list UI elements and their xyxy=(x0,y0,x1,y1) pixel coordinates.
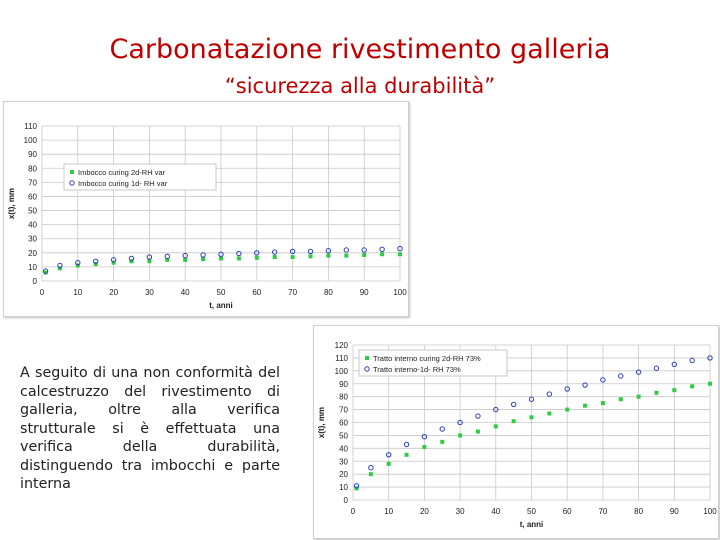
y-tick-label: 20 xyxy=(28,248,37,258)
data-point xyxy=(237,251,241,255)
x-tick-label: 70 xyxy=(288,288,298,297)
y-tick-label: 0 xyxy=(32,277,37,286)
y-tick-label: 100 xyxy=(23,136,37,146)
y-tick-label: 60 xyxy=(339,418,348,428)
y-axis-label: x(t), mm xyxy=(7,187,16,220)
x-tick-label: 90 xyxy=(669,507,679,516)
x-tick-label: 10 xyxy=(73,288,83,297)
x-tick-label: 20 xyxy=(419,507,429,516)
x-tick-label: 100 xyxy=(703,507,717,516)
data-point xyxy=(201,253,205,257)
legend-label: Tratto interno curing 2d-RH 73% xyxy=(373,354,481,363)
chart-tratto-interno xyxy=(314,326,718,538)
data-point xyxy=(619,374,623,378)
y-tick-label: 0 xyxy=(343,496,348,505)
x-tick-label: 40 xyxy=(180,288,190,297)
y-tick-label: 120 xyxy=(334,341,348,350)
data-point xyxy=(380,252,384,256)
data-point xyxy=(637,395,641,399)
data-point xyxy=(690,384,694,388)
x-axis-label: t, anni xyxy=(209,301,233,310)
page-title: Carbonatazione rivestimento galleria xyxy=(109,34,611,65)
data-point xyxy=(547,392,551,396)
y-axis-label: x(t), mm xyxy=(317,406,326,439)
data-point xyxy=(583,404,587,408)
data-point xyxy=(422,445,426,449)
data-point xyxy=(309,254,313,258)
data-point xyxy=(405,453,409,457)
y-tick-label: 50 xyxy=(339,431,348,441)
y-tick-label: 70 xyxy=(28,178,37,188)
data-point xyxy=(369,466,373,470)
x-axis-label: t, anni xyxy=(519,520,544,529)
data-point xyxy=(362,253,366,257)
y-tick-label: 60 xyxy=(28,192,37,202)
data-point xyxy=(404,442,408,446)
data-point xyxy=(291,255,295,259)
y-tick-label: 90 xyxy=(28,150,37,160)
x-tick-label: 0 xyxy=(350,507,356,516)
data-point xyxy=(273,250,277,254)
data-point xyxy=(344,254,348,258)
data-point xyxy=(440,427,444,431)
data-point xyxy=(387,462,391,466)
x-tick-label: 50 xyxy=(216,288,226,297)
chart-panel-tratto-interno xyxy=(313,325,719,539)
chart-panel-imbocco xyxy=(3,101,409,317)
page-subtitle: “sicurezza alla durabilità” xyxy=(224,74,496,98)
data-point xyxy=(219,256,223,260)
y-tick-label: 20 xyxy=(339,470,348,480)
x-tick-label: 10 xyxy=(384,507,394,516)
y-tick-label: 110 xyxy=(335,353,348,363)
x-tick-label: 20 xyxy=(109,288,119,297)
data-point xyxy=(458,433,462,437)
x-tick-label: 90 xyxy=(359,288,369,297)
legend-label: Imbocco curing 1d- RH var xyxy=(78,179,168,188)
data-point xyxy=(369,472,373,476)
legend-label: Imbocco curing 2d-RH var xyxy=(78,168,166,177)
y-tick-label: 70 xyxy=(339,405,348,415)
y-tick-label: 110 xyxy=(24,122,37,131)
y-tick-label: 40 xyxy=(339,444,348,454)
data-point xyxy=(690,358,694,362)
data-point xyxy=(380,247,384,251)
data-point xyxy=(654,366,658,370)
y-tick-label: 50 xyxy=(28,206,37,216)
y-tick-label: 90 xyxy=(339,379,348,389)
data-point xyxy=(672,388,676,392)
data-point xyxy=(273,255,277,259)
y-tick-label: 40 xyxy=(28,220,37,230)
x-tick-label: 40 xyxy=(491,507,501,516)
data-point xyxy=(619,397,623,401)
x-tick-label: 70 xyxy=(598,507,608,516)
data-point xyxy=(326,254,330,258)
x-tick-label: 60 xyxy=(252,288,262,297)
y-tick-label: 80 xyxy=(28,164,37,174)
data-point xyxy=(708,382,712,386)
y-tick-label: 100 xyxy=(334,366,348,376)
data-point xyxy=(476,414,480,418)
legend-marker xyxy=(365,356,369,360)
data-point xyxy=(565,408,569,412)
y-tick-label: 10 xyxy=(339,483,348,493)
x-tick-label: 100 xyxy=(393,288,407,297)
data-point xyxy=(547,411,551,415)
data-point xyxy=(511,402,515,406)
data-point xyxy=(601,401,605,405)
data-point xyxy=(183,258,187,262)
data-point xyxy=(440,440,444,444)
data-point xyxy=(512,419,516,423)
x-tick-label: 80 xyxy=(323,288,333,297)
data-point xyxy=(476,430,480,434)
x-tick-label: 50 xyxy=(527,507,536,516)
data-point xyxy=(530,415,534,419)
data-point xyxy=(494,424,498,428)
x-tick-label: 60 xyxy=(562,507,572,516)
data-point xyxy=(255,256,259,260)
data-point xyxy=(398,252,402,256)
description-paragraph: A seguito di una non conformità del calcestruzzo del rivestimento di galleria, oltre alla verifica strutturale si è effettuata una verifica della durabilità, distinguendo tra imbocchi e parte interna xyxy=(20,365,280,492)
data-point xyxy=(344,248,348,252)
x-tick-label: 0 xyxy=(39,288,45,297)
data-point xyxy=(147,259,151,263)
legend-label: Tratto interno-1d- RH 73% xyxy=(373,365,461,374)
x-tick-label: 80 xyxy=(634,507,644,516)
chart-imbocco xyxy=(4,102,408,316)
y-tick-label: 80 xyxy=(339,392,348,402)
x-tick-label: 30 xyxy=(455,507,465,516)
data-point xyxy=(654,391,658,395)
legend-marker xyxy=(70,170,74,174)
y-tick-label: 10 xyxy=(28,262,37,272)
data-point xyxy=(201,257,205,261)
y-tick-label: 30 xyxy=(339,457,348,467)
data-point xyxy=(237,256,241,260)
y-tick-label: 30 xyxy=(28,234,37,244)
x-tick-label: 30 xyxy=(144,288,154,297)
